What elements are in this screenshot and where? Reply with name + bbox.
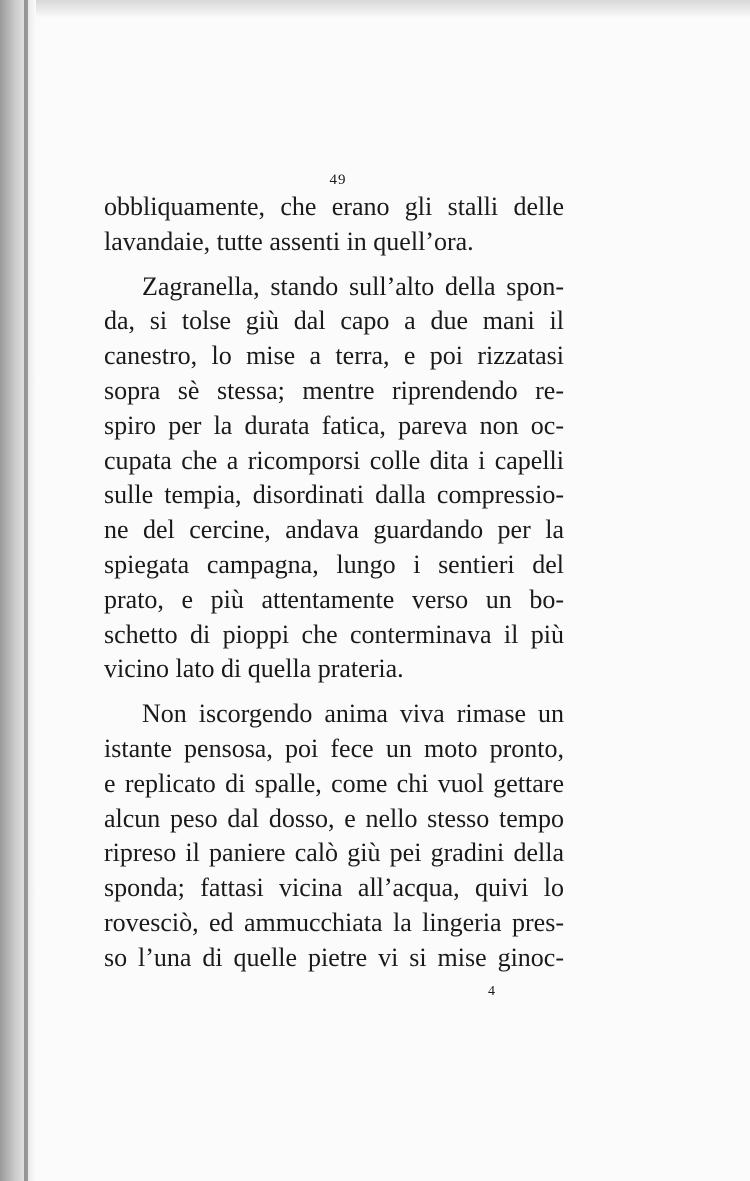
text-line: rovesciò, ed ammucchiata la lingeria pres- [104, 907, 564, 937]
text-line: vicino lato di quella prateria. [104, 654, 404, 684]
text-line: e replicato di spalle, come chi vuol gettare [104, 768, 564, 798]
paragraph-1 [104, 190, 564, 260]
signature-mark: 4 [488, 984, 495, 999]
text-line: obbliquamente, che erano gli stalli delle [104, 192, 564, 221]
text-line: sopra sè stessa; mentre riprendendo re- [104, 375, 564, 405]
paragraph-2 [104, 270, 564, 688]
text-line: prato, e più attentamente verso un bo- [104, 584, 564, 614]
text-line: schetto di pioppi che conterminava il più [104, 619, 564, 649]
text-line: alcun peso dal dosso, e nello stesso tempo [104, 803, 564, 833]
text-line: ripreso il paniere calò giù pei gradini della [104, 838, 564, 868]
text-line: Non iscorgendo anima viva rimase un [142, 699, 564, 729]
page-number: 49 [329, 172, 347, 188]
text-line: canestro, lo mise a terra, e poi rizzatasi [104, 341, 564, 371]
text-line: da, si tolse giù dal capo a due mani il [104, 306, 564, 336]
text-line: istante pensosa, poi fece un moto pronto, [104, 733, 564, 763]
text-line: sponda; fattasi vicina all’acqua, quivi lo [104, 873, 564, 903]
text-line: so l’una di quelle pietre vi si mise ginoc- [104, 942, 564, 972]
text-line: cupata che a ricomporsi colle dita i capelli [104, 445, 564, 475]
body-text [104, 190, 564, 976]
text-line: spiegata campagna, lungo i sentieri del [104, 549, 564, 579]
paragraph-3 [104, 697, 564, 975]
text-line: spiro per la durata fatica, pareva non oc- [104, 410, 564, 440]
book-spine-edge [0, 0, 36, 1181]
text-line: ne del cercine, andava guardando per la [104, 515, 564, 545]
text-line: lavandaie, tutte assenti in quell’ora. [104, 226, 474, 256]
text-line: Zagranella, stando sull’alto della spon- [142, 271, 564, 301]
text-line: sulle tempia, disordinati dalla compressio- [104, 480, 564, 510]
scan-top-shadow [0, 0, 750, 18]
